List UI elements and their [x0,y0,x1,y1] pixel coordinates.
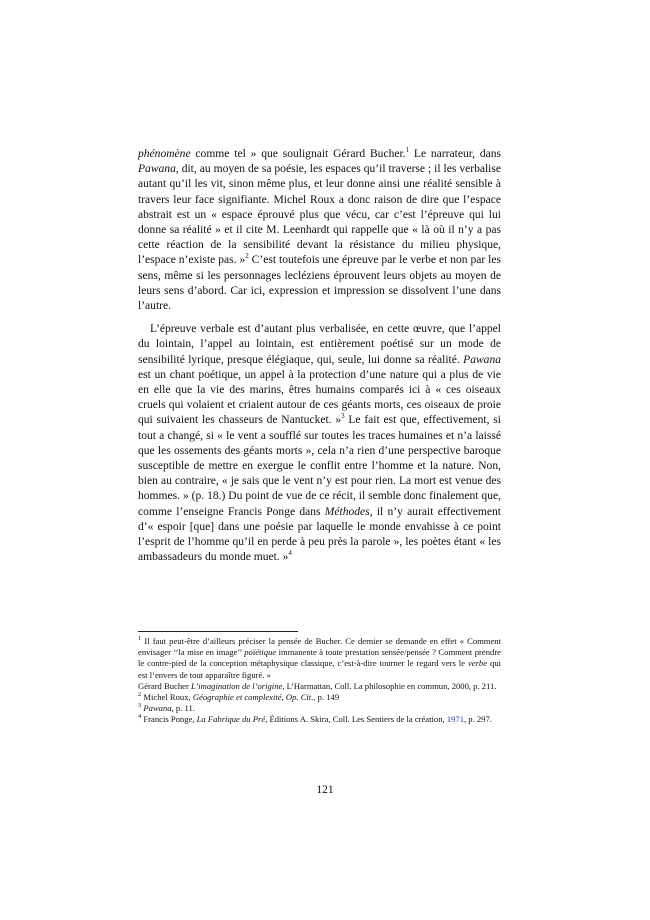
footnote-2-number: 2 [138,691,142,699]
fn2-text-a: Michel Roux, [141,692,193,703]
fn1b-text-a: Gérard Bucher [138,680,191,691]
p1-text-c: , dit, au moyen de sa poésie, les espaces qu’il traverse ; il les verbalise autant qu’il les vit, sinon même plus, et leur donne ainsi une réalité sensible à travers leur face signifiante. Michel Roux a donc raison de dire que l’espace abstrait est un « espace éprouvé plus que vécu, car c’est l’épreuve qui lui donne sa réalité » et il cite M. Leenhardt qui rappelle que « là où il n’y a pas cette réaction de la sensibilité devant la résistance du milieu physique, l’espace n’existe pas. » [138,163,501,267]
italic-phenomene: phénomène [138,148,191,160]
fn4-text-c: , p. 297. [463,714,492,725]
footnote-1 [138,636,501,681]
fn4-text-b: , Éditions A. Skira, Coll. Les Sentiers de la création, [265,714,447,725]
fn3-italic-pawana: Pawana [143,703,172,714]
footnote-2 [138,692,501,703]
fn1-text-a: Il faut peut-être d’ailleurs préciser la pensée de Bucher. Ce dernier se demande en effet « Comment envisager ‘‘la mise en image’’ [138,636,501,658]
page-number: 121 [316,784,334,796]
italic-methodes: Méthodes [324,505,370,518]
footnote-1-number: 1 [138,635,142,643]
p1-text-a: comme tel » que soulignait Gérard Bucher. [190,148,406,160]
fn1-text-b: immanente à toute prestation sensée/pensée ? Comment prendre le contre-pied de la conception métaphysique classique, c’est-à-dire tourner le regard vers le [138,647,501,669]
p1-text-d: C’est toutefois une épreuve par le verbe et non par les sens, même si les personnages lecléziens éprouvent leurs objets au moyen de leurs sens d’abord. Car ici, expression et impression se dissolvent l’une dans l’autre. [138,254,501,313]
paragraph-1 [138,147,501,314]
fn1-text-c: qui est l’envers de tout apparaître figuré. » [138,658,501,680]
footnote-ref-2[interactable]: 2 [245,252,249,261]
fn2-italic-title: Géographie et complexité [192,692,282,703]
footnote-ref-1[interactable]: 1 [405,146,410,155]
fn4-italic-title: La Fabrique du Pré [196,714,266,725]
fn2-text-c: , p. 149 [313,692,340,703]
italic-pawana-2: Pawana [463,353,501,366]
footnote-ref-4[interactable]: 4 [288,549,292,558]
fn3-text-b: , p. 11. [171,703,195,714]
p2-text-b: est un chant poétique, un appel à la protection d’une nature qui a plus de vie en elle que la vie des marins, êtres humains comparés ici à « ces oiseaux cruels qui volaient et criaient autour de ces géants morts, ces oiseaux de proie qui suivaient les chasseurs de Nantucket. » [138,368,501,427]
footnote-4-number: 4 [138,713,142,721]
fn2-text-b: , [281,692,286,703]
p2-text-d: , il n’y aurait effectivement d’« espoir [que] dans une poésie par laquelle le monde envahisse à ce point l’esprit de l’homme qu’il en perde à peu près la parole », les poètes étant « les ambassadeurs du monde muet. » [138,505,501,564]
body-text [138,147,501,565]
fn2-italic-opcit: Op. Cit. [285,692,314,703]
fn4-year-link[interactable]: 1971 [446,714,464,725]
fn1-italic-verbe: verbe [467,658,488,669]
footnote-3-number: 3 [138,702,142,710]
fn1b-text-b: , L’Harmattan, Coll. La philosophie en commun, 2000, p. 211. [282,680,497,691]
footnotes [138,636,501,726]
fn4-text-a: Francis Ponge, [141,714,197,725]
footnote-ref-3[interactable]: 3 [341,412,345,421]
fn1-italic-poietique: poïétique [244,647,277,658]
p1-text-b: Le narrateur, dans [409,148,501,160]
italic-pawana: Pawana [138,163,176,176]
footnote-3 [138,703,501,714]
fn1b-italic-title: L’imagination de l’origine [190,680,283,691]
footnote-1-citation [138,681,501,692]
footnote-4 [138,714,501,725]
paragraph-2 [138,322,501,565]
p2-text-a: L’épreuve verbale est d’autant plus verbalisée, en cette œuvre, que l’appel du lointain, l’appel au lointain, est entièrement poétisé sur un mode de sensibilité lyrique, presque élégiaque, qui, seule, lui donne sa réalité. [138,323,501,366]
p2-text-c: Le fait est que, effectivement, si tout a changé, si « le vent a soufflé sur toutes les traces humaines et n’a laissé que les ossements des géants morts », cela n’a rien d’une perspective baroque susceptible de mettre en exergue le conflit entre l’homme et la nature. Non, bien au contraire, « je sais que le vent n’y est pour rien. La mort est venue des hommes. » (p. 18.) Du point de vue de ce récit, il semble donc finalement que, comme l’enseigne Francis Ponge dans [138,414,501,518]
footnote-separator [138,631,298,632]
